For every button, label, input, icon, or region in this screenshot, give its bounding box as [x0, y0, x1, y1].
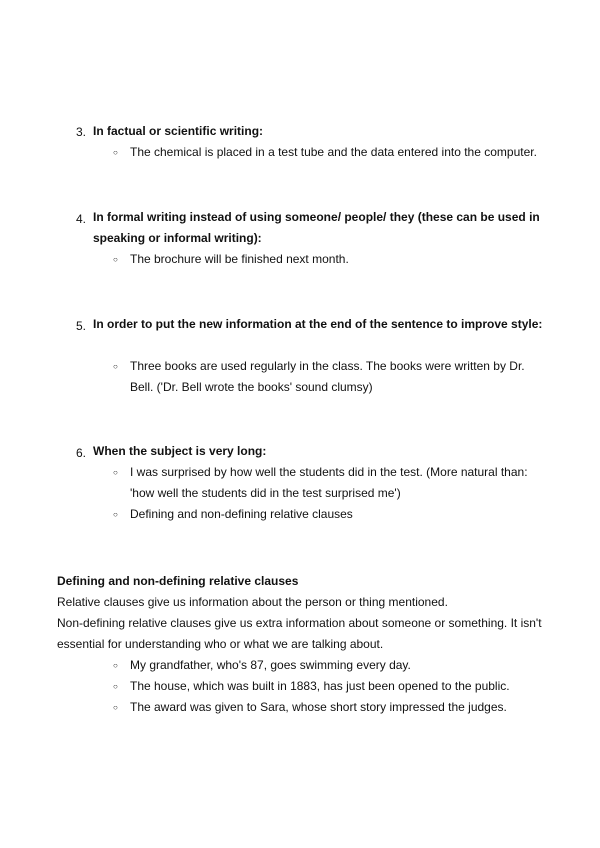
- bullet-icon: ○: [113, 468, 118, 477]
- example-sentence: I was surprised by how well the students did in the test. (More natural than: 'how well the students did in the test surprised me'): [130, 465, 528, 500]
- bullet-icon: ○: [113, 661, 118, 670]
- example-sentence: My grandfather, who's 87, goes swimming every day.: [130, 658, 411, 672]
- item-heading: In factual or scientific writing:: [93, 124, 264, 138]
- bullet-icon: ○: [113, 682, 118, 691]
- item-number: 6.: [76, 446, 87, 460]
- item-number: 5.: [76, 319, 87, 333]
- item-heading: In order to put the new information at the end of the sentence to improve style:: [93, 317, 543, 331]
- example-sentence: The brochure will be finished next month.: [130, 252, 349, 266]
- example-sentence: Three books are used regularly in the class. The books were written by Dr. Bell. ('Dr. Bell wrote the books' sound clumsy): [130, 359, 525, 394]
- item-number: 3.: [76, 125, 87, 139]
- section-nondefining: Non-defining relative clauses give us extra information about someone or something. It isn't essential for understanding who or what we are talking about.: [57, 616, 542, 651]
- example-sentence: The house, which was built in 1883, has just been opened to the public.: [130, 679, 510, 693]
- item-heading: In formal writing instead of using someone/ people/ they (these can be used in speaking or informal writing):: [93, 210, 540, 245]
- example-sentence: The award was given to Sara, whose short story impressed the judges.: [130, 700, 507, 714]
- bullet-icon: ○: [113, 703, 118, 712]
- bullet-icon: ○: [113, 362, 118, 371]
- item-heading: When the subject is very long:: [93, 444, 267, 458]
- bullet-icon: ○: [113, 255, 118, 264]
- item-number: 4.: [76, 212, 87, 226]
- example-sentence: The chemical is placed in a test tube and the data entered into the computer.: [130, 145, 537, 159]
- bullet-icon: ○: [113, 148, 118, 157]
- section-intro: Relative clauses give us information about the person or thing mentioned.: [57, 595, 448, 609]
- section-title: Defining and non-defining relative clauses: [57, 574, 299, 588]
- bullet-icon: ○: [113, 510, 118, 519]
- example-sentence: Defining and non-defining relative clauses: [130, 507, 353, 521]
